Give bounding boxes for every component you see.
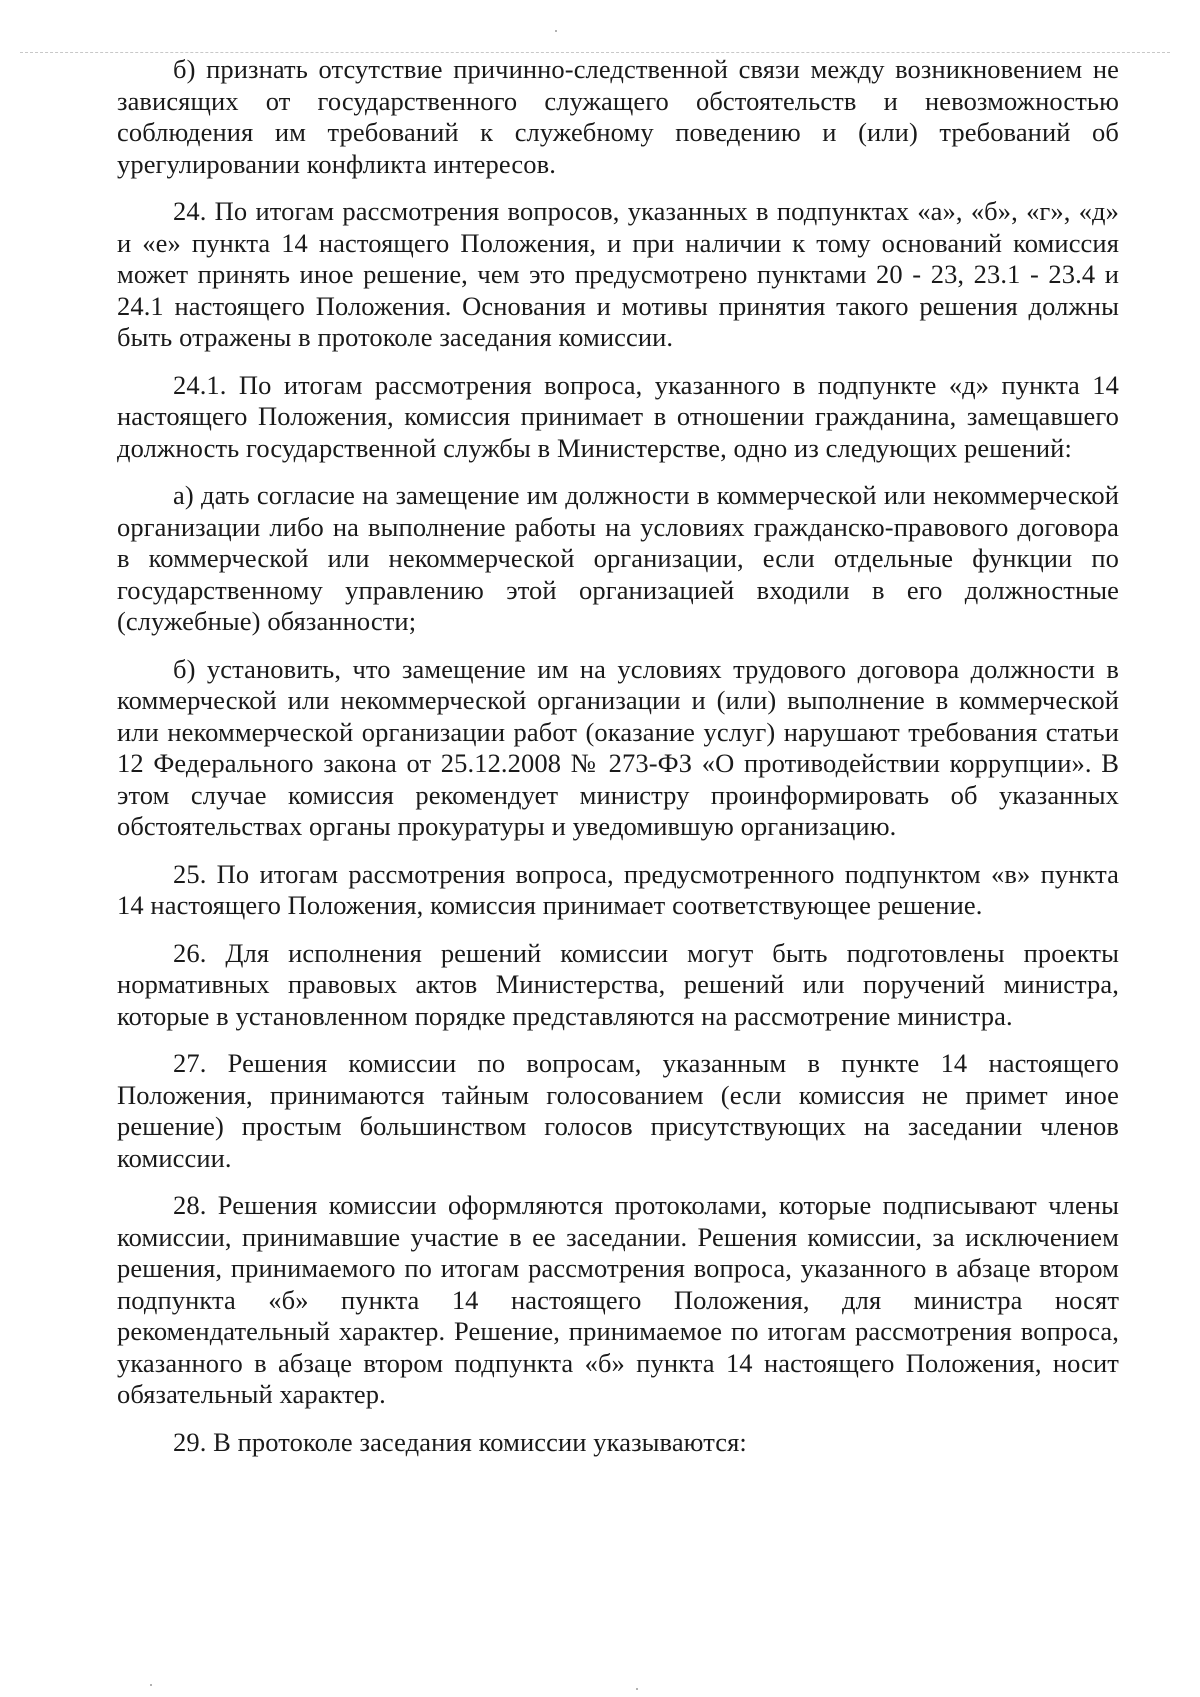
paragraph-24-1-a: а) дать согласие на замещение им должности в коммерческой или некоммерческой организации либо на выполнение работы на условиях гражданско-правового договора в коммерческой или некоммерческой организации, если отдельные функции по государственному управлению этой организацией входили в его должностные (служебные) обязанности; (117, 480, 1119, 636)
paragraph-29: 29. В протоколе заседания комиссии указываются: (173, 1426, 747, 1457)
scan-edge-line (20, 52, 1170, 53)
scan-speck (636, 1688, 638, 1690)
paragraph-27: 27. Решения комиссии по вопросам, указанным в пункте 14 настоящего Положения, принимаются тайным голосованием (если комиссия не примет иное решение) простым большинством голосов присутствующих на заседании членов комиссии. (117, 1048, 1119, 1173)
paragraph-26: 26. Для исполнения решений комиссии могут быть подготовлены проекты нормативных правовых актов Министерства, решений или поручений министра, которые в установленном порядке представляются на рассмотрение министра. (117, 937, 1119, 1031)
paragraph-24: 24. По итогам рассмотрения вопросов, указанных в подпунктах «а», «б», «г», «д» и «е» пункта 14 настоящего Положения, и при наличии к тому оснований комиссия может принять иное решение, чем это предусмотрено пунктами 20 - 23, 23.1 - 23.4 и 24.1 настоящего Положения. Основания и мотивы принятия такого решения должны быть отражены в протоколе заседания комиссии. (117, 196, 1119, 352)
paragraph-25: 25. По итогам рассмотрения вопроса, предусмотренного подпунктом «в» пункта 14 настоящего Положения, комиссия принимает соответствующее решение. (117, 858, 1119, 920)
paragraph-23b: б) признать отсутствие причинно-следственной связи между возникновением не зависящих от государственного служащего обстоятельств и невозможностью соблюдения им требований к служебному поведению и (или) требований об урегулировании конфликта интересов. (117, 54, 1119, 179)
scan-speck (150, 1684, 152, 1686)
paragraph-28: 28. Решения комиссии оформляются протоколами, которые подписывают члены комиссии, принимавшие участие в ее заседании. Решения комиссии, за исключением решения, принимаемого по итогам рассмотрения вопроса, указанного в абзаце втором подпункта «б» пункта 14 настоящего Положения, для министра носят рекомендательный характер. Решение, принимаемое по итогам рассмотрения вопроса, указанного в абзаце втором подпункта «б» пункта 14 настоящего Положения, носит обязательный характер. (117, 1190, 1119, 1409)
scan-speck (555, 30, 557, 32)
document-page (117, 54, 1119, 1474)
paragraph-24-1-b: б) установить, что замещение им на условиях трудового договора должности в коммерческой или некоммерческой организации и (или) выполнение в коммерческой или некоммерческой организации работ (оказание услуг) нарушают требования статьи 12 Федерального закона от 25.12.2008 № 273-ФЗ «О противодействии коррупции». В этом случае комиссия рекомендует министру проинформировать об указанных обстоятельствах органы прокуратуры и уведомившую организацию. (117, 653, 1119, 841)
paragraph-24-1: 24.1. По итогам рассмотрения вопроса, указанного в подпункте «д» пункта 14 настоящего Положения, комиссия принимает в отношении гражданина, замещавшего должность государственной службы в Министерстве, одно из следующих решений: (117, 369, 1119, 463)
